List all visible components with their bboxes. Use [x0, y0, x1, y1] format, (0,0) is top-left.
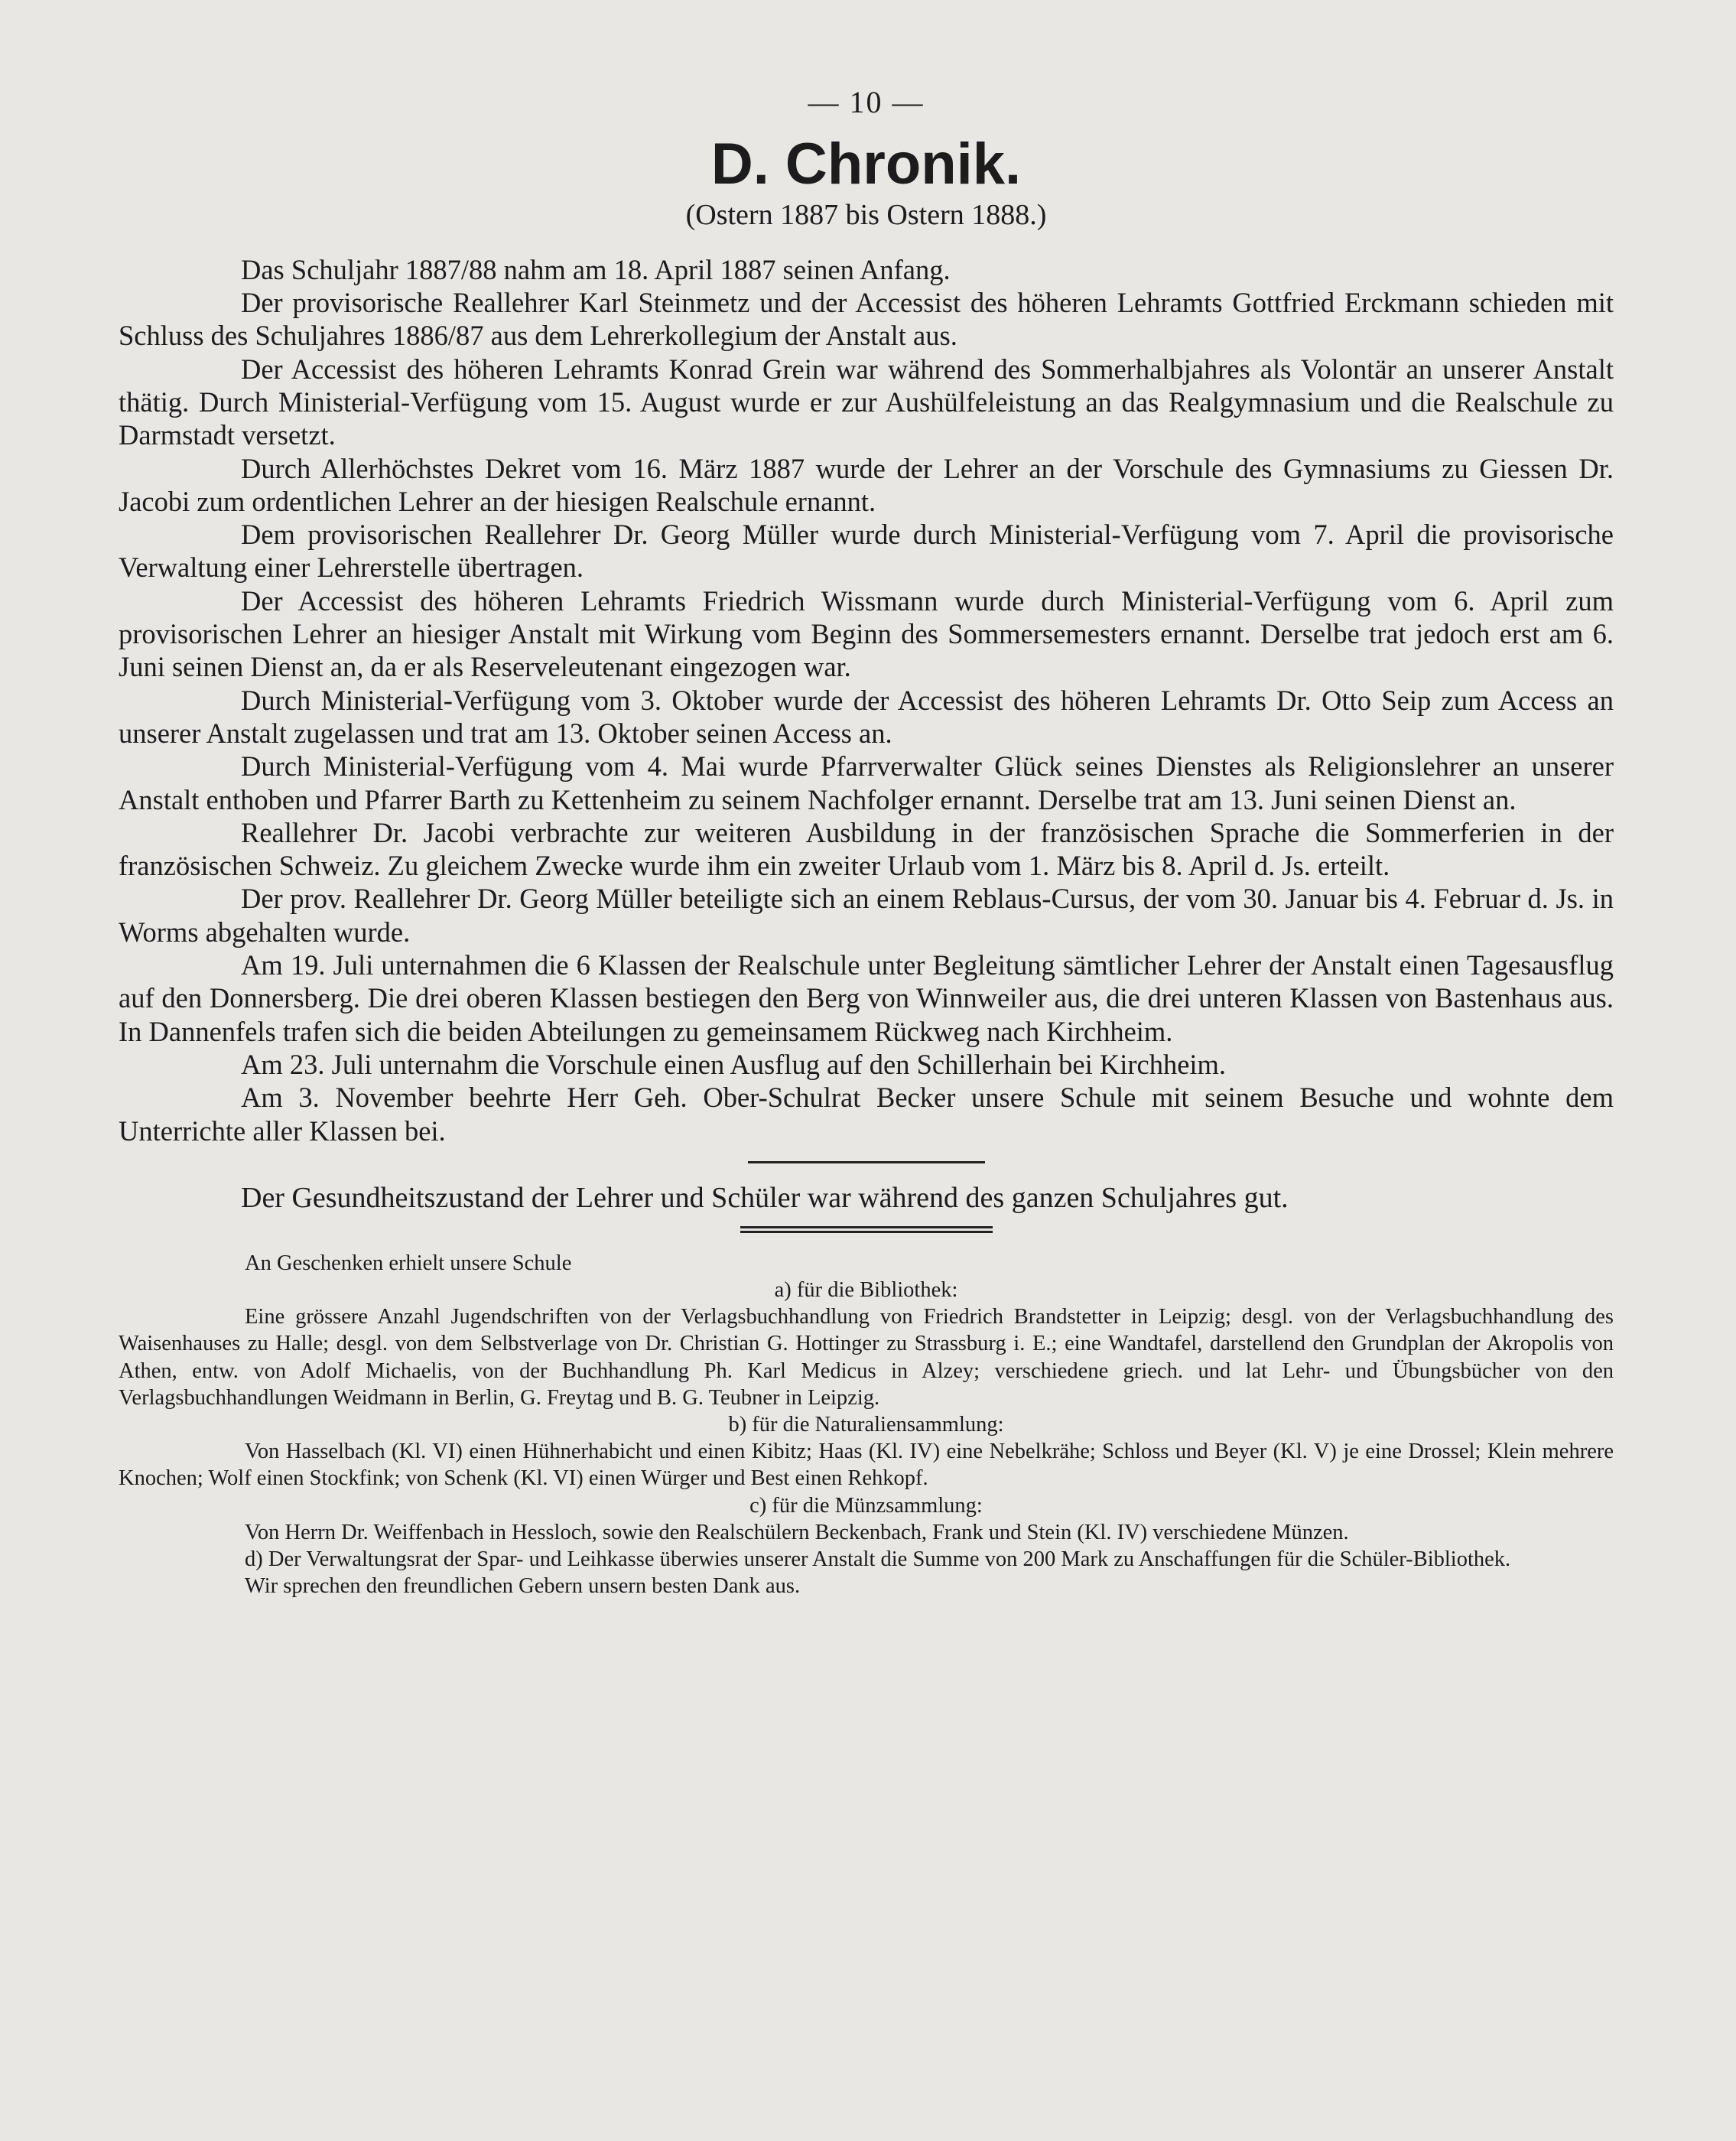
library-text: Eine grössere Anzahl Jugendschriften von der Verlagsbuchhandlung von Friedrich Brandstetter in Leipzig; desgl. von der Verlagsbuchhandlung des Waisenhauses zu Halle; desgl. von dem Selbstverlage von Dr. Christian G. Hottinger zu Strassburg i. E.; eine Wandtafel, darstellend den Grundplan der Akropolis von Athen, entw. von Adolf Michaelis, von der Buchhandlung Ph. Karl Medicus in Alzey; verschiedene griech. und lat Lehr- und Übungsbücher von den Verlagsbuchhandlungen Weidmann in Berlin, G. Freytag und B. G. Teubner in Leipzig.: [119, 1305, 1614, 1410]
chronicle-paragraph: Dem provisorischen Reallehrer Dr. Georg Müller wurde durch Ministerial-Verfügung vom 7. April die provisorische Verwaltung einer Lehrerstelle übertragen.: [119, 519, 1614, 584]
chronicle-paragraph: Der Accessist des höheren Lehramts Friedrich Wissmann wurde durch Ministerial-Verfügung vom 6. April zum provisorischen Lehrer an hiesiger Anstalt mit Wirkung vom Beginn des Sommersemesters ernannt. Derselbe trat jedoch erst am 6. Juni seinen Dienst an, da er als Reserveleutenant eingezogen war.: [119, 584, 1614, 683]
chronicle-paragraph: Am 23. Juli unternahm die Vorschule einen Ausflug auf den Schillerhain bei Kirchheim.: [241, 1048, 1227, 1080]
gifts-intro: An Geschenken erhielt unsere Schule: [245, 1251, 572, 1275]
chronicle-paragraph: Durch Ministerial-Verfügung vom 4. Mai wurde Pfarrverwalter Glück seines Dienstes als Religionslehrer an unserer Anstalt enthoben und Pfarrer Barth zu Kettenheim zu seinem Nachfolger ernannt. Derselbe trat am 13. Juni seinen Dienst an.: [119, 750, 1614, 815]
coin-text: Von Herrn Dr. Weiffenbach in Hessloch, sowie den Realschülern Beckenbach, Frank und Stein (Kl. IV) verschiedene Münzen.: [245, 1520, 1349, 1544]
section-divider: [748, 1161, 985, 1163]
chronicle-paragraph: Am 19. Juli unternahmen die 6 Klassen der Realschule unter Begleitung sämtlicher Lehrer der Anstalt einen Tagesausflug auf den Donnersberg. Die drei oberen Klassen bestiegen den Berg von Winnweiler aus, die drei unteren Klassen von Bastenhaus aus. In Dannenfels trafen sich die beiden Abteilungen zu gemeinsamem Rückweg nach Kirchheim.: [119, 949, 1614, 1047]
library-heading: a) für die Bibliothek:: [774, 1278, 958, 1303]
page-number: — 10 —: [808, 85, 925, 119]
natural-text: Von Hasselbach (Kl. VI) einen Hühnerhabicht und einen Kibitz; Haas (Kl. IV) eine Nebelkrähe; Schloss und Beyer (Kl. V) je eine Drossel; Klein mehrere Knochen; Wolf einen Stockfink; von Schenk (Kl. VI) einen Würger und Best einen Rehkopf.: [119, 1440, 1614, 1491]
savings-text: d) Der Verwaltungsrat der Spar- und Leihkasse überwies unserer Anstalt die Summe von 200 Mark zu Anschaffungen für die Schüler-Bibliothek.: [245, 1547, 1511, 1572]
chronicle-section: [119, 253, 1614, 1147]
chronicle-paragraph: Durch Allerhöchstes Dekret vom 16. März 1887 wurde der Lehrer an der Vorschule des Gymnasiums zu Giessen Dr. Jacobi zum ordentlichen Lehrer an der hiesigen Realschule ernannt.: [119, 452, 1614, 517]
chronicle-paragraph: Das Schuljahr 1887/88 nahm am 18. April 1887 seinen Anfang.: [241, 253, 951, 285]
thanks-text: Wir sprechen den freundlichen Gebern unsern besten Dank aus.: [245, 1574, 801, 1599]
chronicle-paragraph: Am 3. November beehrte Herr Geh. Ober-Schulrat Becker unsere Schule mit seinem Besuche und wohnte dem Unterrichte aller Klassen bei.: [119, 1082, 1614, 1147]
health-statement: Der Gesundheitszustand der Lehrer und Schüler war während des ganzen Schuljahres gut.: [241, 1181, 1289, 1214]
page-title: D. Chronik.: [710, 132, 1022, 197]
document-page: [119, 84, 1614, 1599]
double-divider: [740, 1226, 993, 1233]
chronicle-paragraph: Der prov. Reallehrer Dr. Georg Müller beteiligte sich an einem Reblaus-Cursus, der vom 30. Januar bis 4. Februar d. Js. in Worms abgehalten wurde.: [119, 883, 1614, 948]
gifts-section: [119, 1250, 1614, 1600]
page-subtitle: (Ostern 1887 bis Ostern 1888.): [685, 198, 1047, 231]
chronicle-paragraph: Der Accessist des höheren Lehramts Konrad Grein war während des Sommerhalbjahres als Volontär an unserer Anstalt thätig. Durch Ministerial-Verfügung vom 15. August wurde er zur Aushülfeleistung an das Realgymnasium und die Realschule zu Darmstadt versetzt.: [119, 353, 1614, 451]
chronicle-paragraph: Reallehrer Dr. Jacobi verbrachte zur weiteren Ausbildung in der französischen Sprache die Sommerferien in der französischen Schweiz. Zu gleichem Zwecke wurde ihm ein zweiter Urlaub vom 1. März bis 8. April d. Js. erteilt.: [119, 816, 1614, 882]
chronicle-paragraph: Der provisorische Reallehrer Karl Steinmetz und der Accessist des höheren Lehramts Gottfried Erckmann schieden mit Schluss des Schuljahres 1886/87 aus dem Lehrerkollegium der Anstalt aus.: [119, 287, 1614, 352]
coin-heading: c) für die Münzsammlung:: [749, 1493, 983, 1518]
natural-heading: b) für die Naturaliensammlung:: [728, 1413, 1004, 1437]
chronicle-paragraph: Durch Ministerial-Verfügung vom 3. Oktober wurde der Accessist des höheren Lehramts Dr. Otto Seip zum Access an unserer Anstalt zugelassen und trat am 13. Oktober seinen Access an.: [119, 684, 1614, 749]
